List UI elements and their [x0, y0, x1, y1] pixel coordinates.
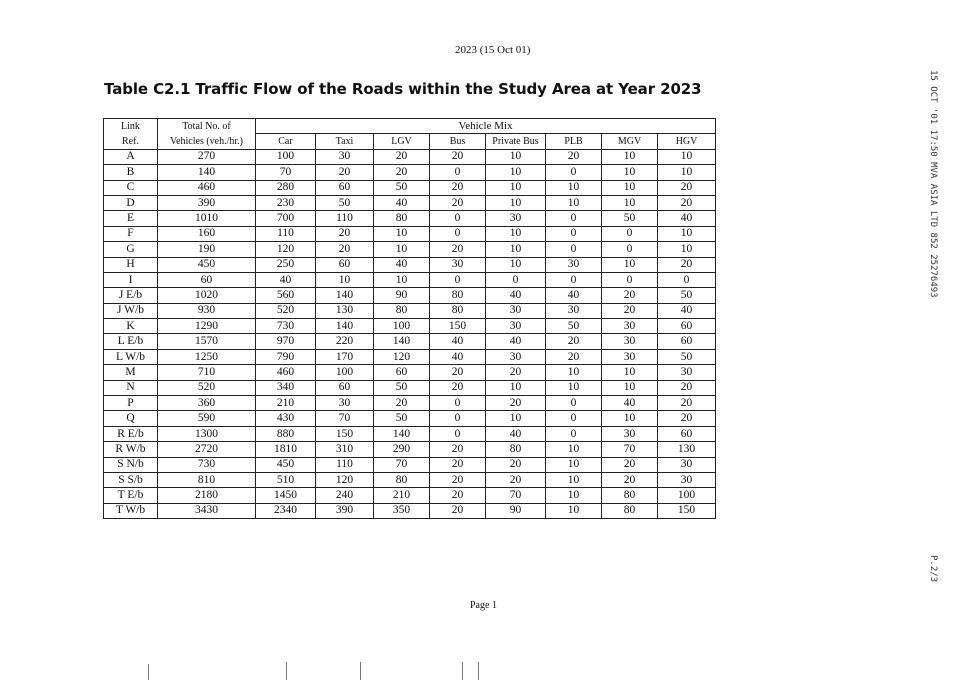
- table-row: [104, 396, 716, 411]
- cell-car: 1810: [256, 442, 316, 457]
- fax-page-stamp: P.2/3: [928, 555, 938, 583]
- cell-hgv: 130: [658, 442, 716, 457]
- cell-taxi: 110: [316, 211, 374, 226]
- cell-lgv: 80: [374, 472, 430, 487]
- cell-total-vehicles: 930: [158, 303, 256, 318]
- cell-private-bus: 10: [486, 257, 546, 272]
- cell-mgv: 10: [602, 257, 658, 272]
- cell-mgv: 50: [602, 211, 658, 226]
- cell-total-vehicles: 1290: [158, 319, 256, 334]
- cell-private-bus: 10: [486, 242, 546, 257]
- cell-car: 1450: [256, 488, 316, 503]
- cell-taxi: 20: [316, 242, 374, 257]
- table-row: [104, 503, 716, 518]
- scan-artifact: [286, 662, 287, 680]
- cell-link-ref: L W/b: [104, 349, 158, 364]
- cell-lgv: 80: [374, 211, 430, 226]
- cell-hgv: 30: [658, 457, 716, 472]
- cell-plb: 10: [546, 365, 602, 380]
- cell-link-ref: L E/b: [104, 334, 158, 349]
- cell-mgv: 10: [602, 380, 658, 395]
- cell-link-ref: N: [104, 380, 158, 395]
- cell-total-vehicles: 590: [158, 411, 256, 426]
- cell-bus: 150: [430, 319, 486, 334]
- cell-hgv: 20: [658, 411, 716, 426]
- cell-link-ref: F: [104, 226, 158, 241]
- cell-car: 250: [256, 257, 316, 272]
- cell-lgv: 120: [374, 349, 430, 364]
- cell-link-ref: G: [104, 242, 158, 257]
- cell-bus: 80: [430, 288, 486, 303]
- cell-lgv: 20: [374, 149, 430, 164]
- cell-mgv: 10: [602, 195, 658, 210]
- cell-lgv: 140: [374, 426, 430, 441]
- header-col-taxi: Taxi: [316, 134, 374, 149]
- cell-link-ref: R W/b: [104, 442, 158, 457]
- cell-plb: 10: [546, 442, 602, 457]
- header-total-line1: Total No. of: [158, 119, 256, 134]
- cell-private-bus: 10: [486, 226, 546, 241]
- header-col-private-bus: Private Bus: [486, 134, 546, 149]
- cell-private-bus: 20: [486, 457, 546, 472]
- cell-link-ref: J W/b: [104, 303, 158, 318]
- cell-lgv: 40: [374, 195, 430, 210]
- table-row: [104, 488, 716, 503]
- cell-taxi: 150: [316, 426, 374, 441]
- cell-bus: 20: [430, 180, 486, 195]
- cell-plb: 10: [546, 195, 602, 210]
- cell-mgv: 10: [602, 180, 658, 195]
- cell-taxi: 220: [316, 334, 374, 349]
- cell-taxi: 10: [316, 272, 374, 287]
- cell-bus: 20: [430, 149, 486, 164]
- cell-bus: 0: [430, 396, 486, 411]
- cell-total-vehicles: 140: [158, 165, 256, 180]
- cell-link-ref: H: [104, 257, 158, 272]
- cell-plb: 0: [546, 272, 602, 287]
- cell-plb: 10: [546, 457, 602, 472]
- cell-link-ref: T W/b: [104, 503, 158, 518]
- cell-plb: 0: [546, 165, 602, 180]
- cell-mgv: 10: [602, 149, 658, 164]
- header-date: 2023 (15 Oct 01): [455, 44, 531, 56]
- cell-link-ref: S N/b: [104, 457, 158, 472]
- cell-link-ref: E: [104, 211, 158, 226]
- header-col-mgv: MGV: [602, 134, 658, 149]
- cell-plb: 10: [546, 488, 602, 503]
- cell-car: 110: [256, 226, 316, 241]
- cell-total-vehicles: 810: [158, 472, 256, 487]
- cell-hgv: 60: [658, 426, 716, 441]
- cell-bus: 20: [430, 472, 486, 487]
- cell-hgv: 60: [658, 319, 716, 334]
- table-title: Table C2.1 Traffic Flow of the Roads within the Study Area at Year 2023: [104, 80, 702, 98]
- cell-mgv: 0: [602, 226, 658, 241]
- cell-bus: 20: [430, 442, 486, 457]
- cell-plb: 10: [546, 472, 602, 487]
- header-total-line2: Vehicles (veh./hr.): [158, 134, 256, 149]
- scan-artifact: [462, 662, 463, 680]
- table-row: [104, 165, 716, 180]
- cell-taxi: 50: [316, 195, 374, 210]
- table-header-row-1: [104, 119, 716, 134]
- cell-car: 520: [256, 303, 316, 318]
- cell-plb: 0: [546, 426, 602, 441]
- cell-hgv: 20: [658, 396, 716, 411]
- table-body: [104, 149, 716, 518]
- header-col-plb: PLB: [546, 134, 602, 149]
- cell-private-bus: 90: [486, 503, 546, 518]
- cell-lgv: 40: [374, 257, 430, 272]
- cell-total-vehicles: 710: [158, 365, 256, 380]
- cell-car: 230: [256, 195, 316, 210]
- cell-mgv: 40: [602, 396, 658, 411]
- header-vehicle-mix: Vehicle Mix: [256, 119, 716, 134]
- cell-car: 120: [256, 242, 316, 257]
- table-row: [104, 303, 716, 318]
- cell-taxi: 110: [316, 457, 374, 472]
- cell-plb: 0: [546, 226, 602, 241]
- cell-private-bus: 0: [486, 272, 546, 287]
- cell-bus: 20: [430, 503, 486, 518]
- cell-private-bus: 80: [486, 442, 546, 457]
- table-row: [104, 380, 716, 395]
- cell-total-vehicles: 270: [158, 149, 256, 164]
- cell-private-bus: 30: [486, 211, 546, 226]
- cell-total-vehicles: 2180: [158, 488, 256, 503]
- cell-lgv: 210: [374, 488, 430, 503]
- cell-mgv: 70: [602, 442, 658, 457]
- cell-mgv: 30: [602, 334, 658, 349]
- traffic-flow-table: [103, 118, 716, 519]
- cell-total-vehicles: 2720: [158, 442, 256, 457]
- cell-plb: 40: [546, 288, 602, 303]
- cell-private-bus: 30: [486, 349, 546, 364]
- cell-bus: 0: [430, 426, 486, 441]
- cell-mgv: 80: [602, 488, 658, 503]
- cell-mgv: 20: [602, 457, 658, 472]
- cell-total-vehicles: 1250: [158, 349, 256, 364]
- cell-hgv: 10: [658, 165, 716, 180]
- cell-private-bus: 10: [486, 411, 546, 426]
- cell-plb: 30: [546, 303, 602, 318]
- cell-bus: 30: [430, 257, 486, 272]
- cell-private-bus: 70: [486, 488, 546, 503]
- cell-hgv: 60: [658, 334, 716, 349]
- cell-lgv: 50: [374, 411, 430, 426]
- cell-taxi: 240: [316, 488, 374, 503]
- cell-private-bus: 10: [486, 195, 546, 210]
- cell-lgv: 90: [374, 288, 430, 303]
- cell-plb: 0: [546, 211, 602, 226]
- cell-lgv: 290: [374, 442, 430, 457]
- cell-hgv: 40: [658, 211, 716, 226]
- cell-link-ref: R E/b: [104, 426, 158, 441]
- cell-bus: 20: [430, 242, 486, 257]
- cell-taxi: 140: [316, 319, 374, 334]
- cell-link-ref: B: [104, 165, 158, 180]
- cell-total-vehicles: 160: [158, 226, 256, 241]
- cell-car: 700: [256, 211, 316, 226]
- cell-total-vehicles: 450: [158, 257, 256, 272]
- cell-mgv: 10: [602, 365, 658, 380]
- cell-total-vehicles: 1010: [158, 211, 256, 226]
- header-col-hgv: HGV: [658, 134, 716, 149]
- cell-hgv: 30: [658, 472, 716, 487]
- cell-lgv: 350: [374, 503, 430, 518]
- cell-total-vehicles: 1300: [158, 426, 256, 441]
- cell-total-vehicles: 460: [158, 180, 256, 195]
- cell-private-bus: 10: [486, 380, 546, 395]
- cell-private-bus: 10: [486, 180, 546, 195]
- cell-car: 70: [256, 165, 316, 180]
- cell-mgv: 20: [602, 288, 658, 303]
- cell-bus: 40: [430, 334, 486, 349]
- cell-total-vehicles: 3430: [158, 503, 256, 518]
- cell-mgv: 30: [602, 426, 658, 441]
- cell-lgv: 20: [374, 396, 430, 411]
- cell-car: 40: [256, 272, 316, 287]
- cell-hgv: 30: [658, 365, 716, 380]
- cell-lgv: 80: [374, 303, 430, 318]
- cell-hgv: 50: [658, 349, 716, 364]
- cell-bus: 20: [430, 195, 486, 210]
- cell-bus: 20: [430, 457, 486, 472]
- cell-link-ref: C: [104, 180, 158, 195]
- cell-car: 100: [256, 149, 316, 164]
- table-row: [104, 472, 716, 487]
- cell-bus: 0: [430, 272, 486, 287]
- header-col-bus: Bus: [430, 134, 486, 149]
- table-row: [104, 411, 716, 426]
- table-row: [104, 272, 716, 287]
- cell-private-bus: 40: [486, 426, 546, 441]
- scan-artifact: [360, 662, 361, 680]
- cell-hgv: 20: [658, 380, 716, 395]
- scan-artifact: [478, 662, 479, 680]
- cell-taxi: 70: [316, 411, 374, 426]
- cell-plb: 50: [546, 319, 602, 334]
- cell-private-bus: 10: [486, 149, 546, 164]
- cell-taxi: 120: [316, 472, 374, 487]
- cell-link-ref: T E/b: [104, 488, 158, 503]
- cell-car: 450: [256, 457, 316, 472]
- cell-plb: 20: [546, 149, 602, 164]
- cell-taxi: 130: [316, 303, 374, 318]
- cell-car: 970: [256, 334, 316, 349]
- cell-mgv: 10: [602, 165, 658, 180]
- table-row: [104, 349, 716, 364]
- header-col-car: Car: [256, 134, 316, 149]
- cell-taxi: 390: [316, 503, 374, 518]
- cell-plb: 0: [546, 242, 602, 257]
- cell-car: 790: [256, 349, 316, 364]
- cell-lgv: 50: [374, 380, 430, 395]
- cell-taxi: 140: [316, 288, 374, 303]
- cell-total-vehicles: 730: [158, 457, 256, 472]
- page-number: Page 1: [470, 600, 497, 611]
- cell-car: 460: [256, 365, 316, 380]
- cell-car: 340: [256, 380, 316, 395]
- header-col-lgv: LGV: [374, 134, 430, 149]
- table-row: [104, 180, 716, 195]
- table-row: [104, 319, 716, 334]
- cell-plb: 30: [546, 257, 602, 272]
- cell-mgv: 20: [602, 303, 658, 318]
- table-row: [104, 457, 716, 472]
- cell-hgv: 10: [658, 226, 716, 241]
- cell-mgv: 30: [602, 349, 658, 364]
- cell-lgv: 10: [374, 226, 430, 241]
- cell-hgv: 20: [658, 180, 716, 195]
- cell-bus: 0: [430, 165, 486, 180]
- cell-mgv: 30: [602, 319, 658, 334]
- cell-lgv: 70: [374, 457, 430, 472]
- cell-plb: 0: [546, 396, 602, 411]
- table-row: [104, 257, 716, 272]
- cell-private-bus: 20: [486, 472, 546, 487]
- cell-plb: 20: [546, 334, 602, 349]
- table-row: [104, 288, 716, 303]
- cell-total-vehicles: 1570: [158, 334, 256, 349]
- cell-hgv: 20: [658, 257, 716, 272]
- cell-lgv: 100: [374, 319, 430, 334]
- cell-plb: 10: [546, 180, 602, 195]
- cell-link-ref: D: [104, 195, 158, 210]
- cell-bus: 20: [430, 488, 486, 503]
- cell-bus: 0: [430, 411, 486, 426]
- cell-taxi: 20: [316, 226, 374, 241]
- cell-hgv: 10: [658, 242, 716, 257]
- table-header-row-2: [104, 134, 716, 149]
- cell-bus: 80: [430, 303, 486, 318]
- fax-transmission-stamp: 15 OCT '01 17:50 MVA ASIA LTD 852 25276493: [928, 70, 938, 298]
- table-row: [104, 149, 716, 164]
- cell-plb: 0: [546, 411, 602, 426]
- cell-car: 880: [256, 426, 316, 441]
- cell-lgv: 50: [374, 180, 430, 195]
- cell-mgv: 20: [602, 472, 658, 487]
- cell-mgv: 0: [602, 242, 658, 257]
- cell-total-vehicles: 390: [158, 195, 256, 210]
- cell-plb: 10: [546, 503, 602, 518]
- cell-total-vehicles: 360: [158, 396, 256, 411]
- table-row: [104, 334, 716, 349]
- table-row: [104, 226, 716, 241]
- cell-taxi: 310: [316, 442, 374, 457]
- cell-car: 2340: [256, 503, 316, 518]
- table-row: [104, 365, 716, 380]
- cell-private-bus: 10: [486, 165, 546, 180]
- cell-taxi: 100: [316, 365, 374, 380]
- cell-hgv: 150: [658, 503, 716, 518]
- cell-hgv: 20: [658, 195, 716, 210]
- cell-hgv: 50: [658, 288, 716, 303]
- cell-bus: 0: [430, 226, 486, 241]
- cell-plb: 10: [546, 380, 602, 395]
- cell-lgv: 60: [374, 365, 430, 380]
- table-row: [104, 242, 716, 257]
- scan-artifact: [148, 664, 149, 680]
- cell-taxi: 170: [316, 349, 374, 364]
- cell-bus: 20: [430, 380, 486, 395]
- header-link: Link: [104, 119, 158, 134]
- cell-private-bus: 40: [486, 334, 546, 349]
- cell-taxi: 60: [316, 380, 374, 395]
- cell-car: 280: [256, 180, 316, 195]
- cell-hgv: 40: [658, 303, 716, 318]
- cell-total-vehicles: 520: [158, 380, 256, 395]
- cell-hgv: 100: [658, 488, 716, 503]
- cell-total-vehicles: 1020: [158, 288, 256, 303]
- cell-hgv: 10: [658, 149, 716, 164]
- cell-link-ref: P: [104, 396, 158, 411]
- cell-mgv: 80: [602, 503, 658, 518]
- cell-car: 430: [256, 411, 316, 426]
- cell-link-ref: A: [104, 149, 158, 164]
- cell-lgv: 10: [374, 272, 430, 287]
- cell-bus: 20: [430, 365, 486, 380]
- cell-private-bus: 20: [486, 396, 546, 411]
- cell-total-vehicles: 60: [158, 272, 256, 287]
- cell-car: 560: [256, 288, 316, 303]
- cell-link-ref: M: [104, 365, 158, 380]
- cell-mgv: 0: [602, 272, 658, 287]
- cell-link-ref: S S/b: [104, 472, 158, 487]
- cell-private-bus: 30: [486, 303, 546, 318]
- cell-link-ref: Q: [104, 411, 158, 426]
- cell-link-ref: K: [104, 319, 158, 334]
- cell-hgv: 0: [658, 272, 716, 287]
- header-ref: Ref.: [104, 134, 158, 149]
- cell-plb: 20: [546, 349, 602, 364]
- table-row: [104, 426, 716, 441]
- cell-taxi: 60: [316, 257, 374, 272]
- table-row: [104, 211, 716, 226]
- cell-lgv: 10: [374, 242, 430, 257]
- table-row: [104, 195, 716, 210]
- cell-total-vehicles: 190: [158, 242, 256, 257]
- cell-lgv: 20: [374, 165, 430, 180]
- cell-private-bus: 20: [486, 365, 546, 380]
- cell-taxi: 30: [316, 396, 374, 411]
- cell-car: 730: [256, 319, 316, 334]
- cell-bus: 40: [430, 349, 486, 364]
- cell-mgv: 10: [602, 411, 658, 426]
- cell-bus: 0: [430, 211, 486, 226]
- cell-private-bus: 30: [486, 319, 546, 334]
- cell-lgv: 140: [374, 334, 430, 349]
- cell-private-bus: 40: [486, 288, 546, 303]
- cell-link-ref: J E/b: [104, 288, 158, 303]
- cell-link-ref: I: [104, 272, 158, 287]
- cell-taxi: 60: [316, 180, 374, 195]
- cell-car: 510: [256, 472, 316, 487]
- cell-taxi: 20: [316, 165, 374, 180]
- table-row: [104, 442, 716, 457]
- cell-taxi: 30: [316, 149, 374, 164]
- cell-car: 210: [256, 396, 316, 411]
